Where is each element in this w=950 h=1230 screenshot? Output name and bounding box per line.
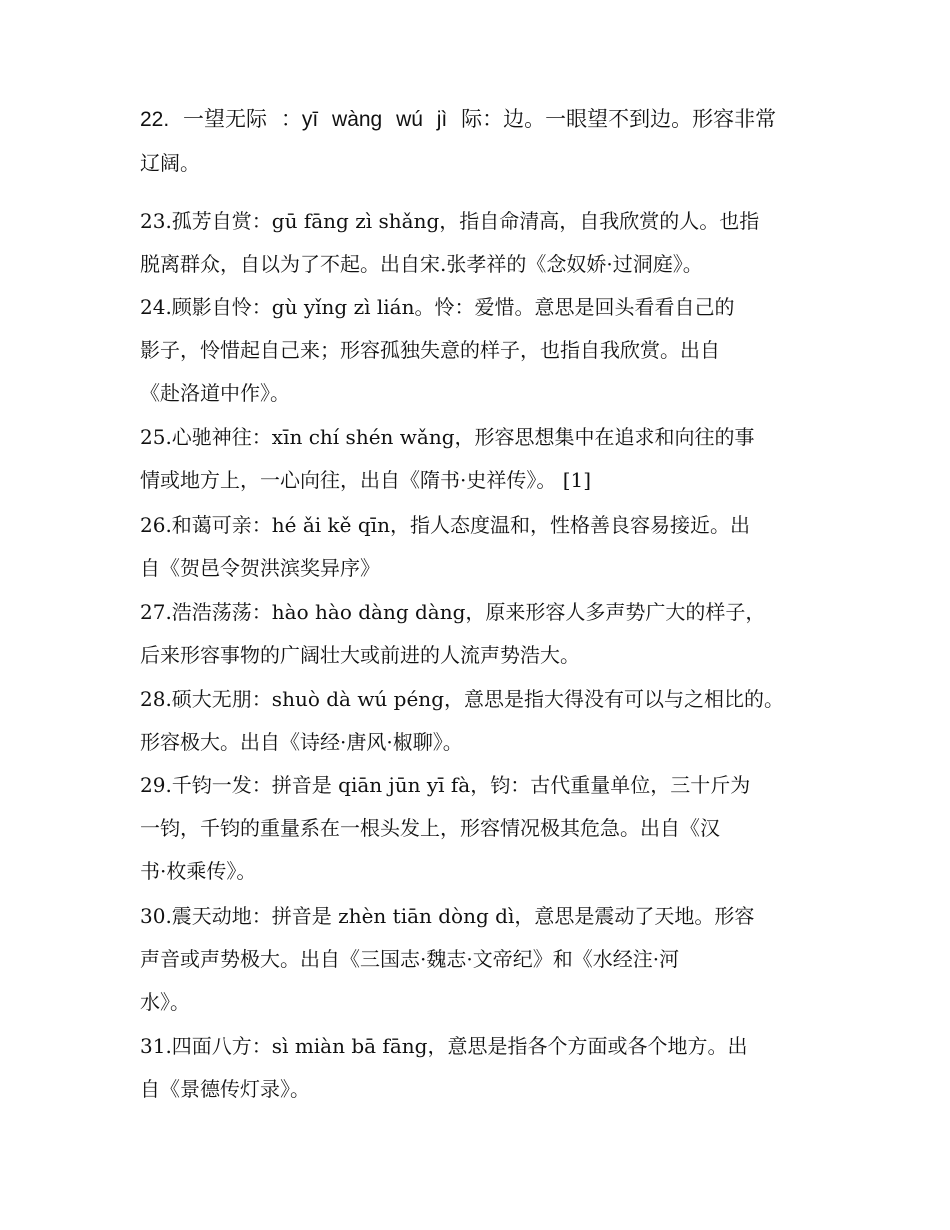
entry-line: 形容极大。出自《诗经·唐风·椒聊》。 [140,730,463,754]
entry-line: 22. 一望无际 ：yī wàng wú jì 际：边。一眼望不到边。形容非常 [140,108,777,131]
entry-line: 情或地方上，一心向往，出自《隋书·史祥传》。 [1] [140,468,592,492]
entry-line: 影子，怜惜起自己来；形容孤独失意的样子，也指自我欣赏。出自 [140,338,720,362]
entry-line: 《赴洛道中作》。 [140,381,290,405]
entry-line: 后来形容事物的广阔壮大或前进的人流声势浩大。 [140,643,580,667]
entry-line: 声音或声势极大。出自《三国志·魏志·文帝纪》和《水经注·河 [140,947,680,971]
entry-line: 辽阔。 [140,151,200,175]
entry-line: 31.四面八方：sì miàn bā fāng，意思是指各个方面或各个地方。出 [140,1034,748,1058]
entry-line: 30.震天动地：拼音是 zhèn tiān dòng dì，意思是震动了天地。形容 [140,904,755,928]
entry-line: 25.心驰神往：xīn chí shén wǎng，形容思想集中在追求和向往的事 [140,425,755,449]
entry-line: 23.孤芳自赏：gū fāng zì shǎng，指自命清高，自我欣赏的人。也指 [140,209,760,233]
entry-line: 24.顾影自怜：gù yǐng zì lián。怜：爱惜。意思是回头看看自己的 [140,295,735,319]
entry-line: 29.千钧一发：拼音是 qiān jūn yī fà，钧：古代重量单位，三十斤为 [140,773,751,797]
entry-line: 27.浩浩荡荡：hào hào dàng dàng，原来形容人多声势广大的样子， [140,600,766,624]
entry-line: 一钧，千钧的重量系在一根头发上，形容情况极其危急。出自《汉 [140,816,720,840]
entry-line: 自《景德传灯录》。 [140,1077,310,1101]
entry-line: 书·枚乘传》。 [140,859,257,883]
entry-line: 脱离群众，自以为了不起。出自宋.张孝祥的《念奴娇·过洞庭》。 [140,252,703,276]
entry-line: 自《贺邑令贺洪滨奖异序》 [140,556,380,580]
entry-line: 28.硕大无朋：shuò dà wú péng，意思是指大得没有可以与之相比的。 [140,687,784,711]
entry-line: 26.和蔼可亲：hé ǎi kě qīn，指人态度温和，性格善良容易接近。出 [140,513,750,537]
entry-line: 水》。 [140,990,190,1014]
